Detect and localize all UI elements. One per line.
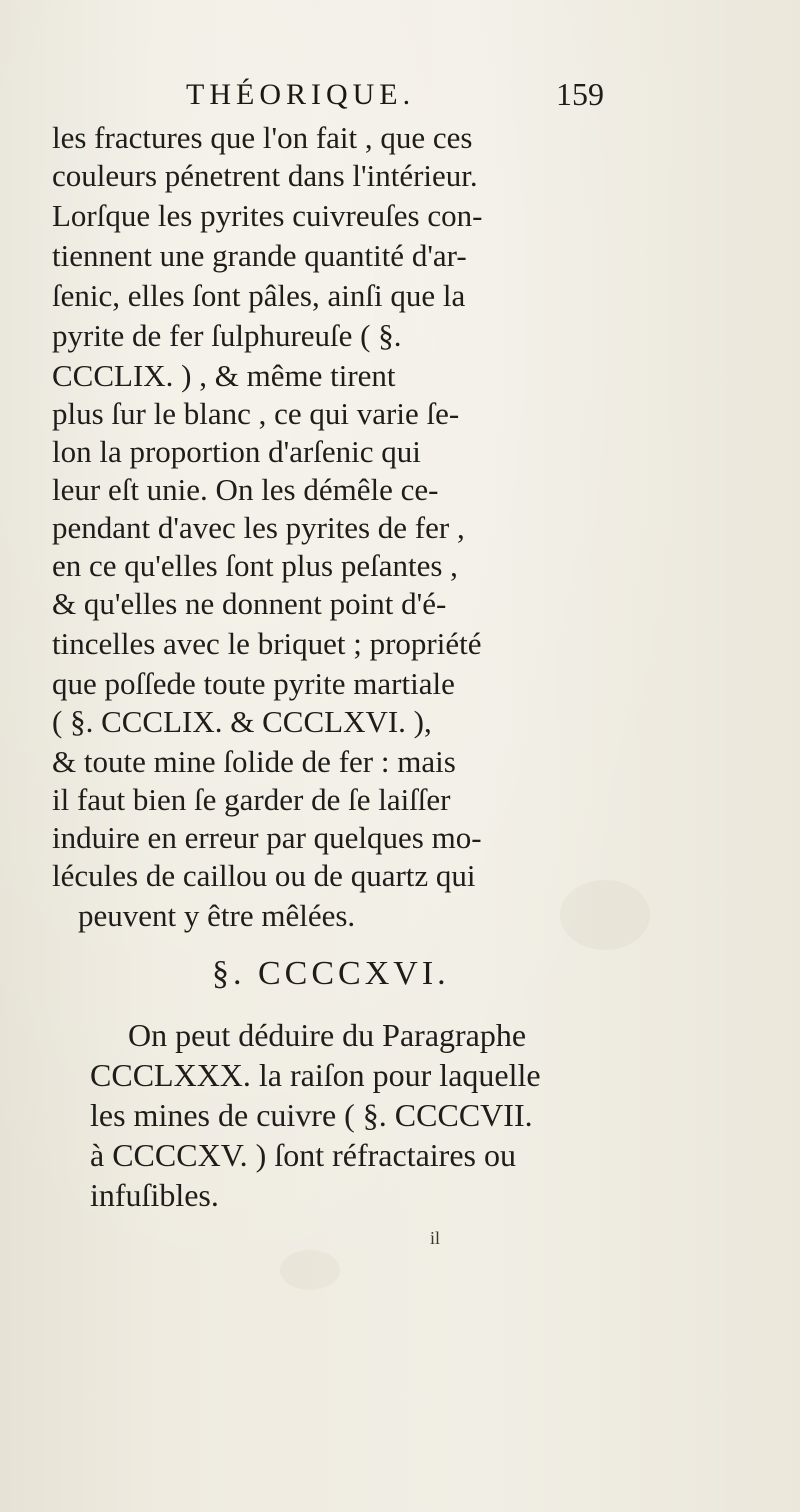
text-line: ( §. CCCLIX. & CCCLXVI. ), xyxy=(52,704,432,739)
text-line: lon la proportion d'arſenic qui xyxy=(52,434,421,469)
text-line: couleurs pénetrent dans l'intérieur. xyxy=(52,158,478,193)
text-line: les fractures que l'on fait , que ces xyxy=(52,120,473,155)
text-line: ſenic, elles ſont pâles, ainſi que la xyxy=(52,278,466,313)
page-number: 159 xyxy=(556,76,604,112)
page-header xyxy=(0,74,800,118)
text-line: lécules de caillou ou de quartz qui xyxy=(52,858,476,893)
text-line: tincelles avec le briquet ; propriété xyxy=(52,626,482,661)
text-line: infuſibles. xyxy=(90,1177,219,1213)
text-line: On peut déduire du Paragraphe xyxy=(128,1017,527,1053)
text-line: en ce qu'elles ſont plus peſantes , xyxy=(52,548,458,583)
text-line: que poſſede toute pyrite martiale xyxy=(52,666,455,701)
text-line: les mines de cuivre ( §. CCCCVII. xyxy=(90,1097,533,1133)
text-line: induire en erreur par quelques mo- xyxy=(52,820,482,855)
text-line: & toute mine ſolide de fer : mais xyxy=(52,744,456,779)
text-line: leur eſt unie. On les démêle ce- xyxy=(52,472,439,507)
text-line: plus ſur le blanc , ce qui varie ſe- xyxy=(52,396,460,431)
text-line: il faut bien ſe garder de ſe laiſſer xyxy=(52,782,451,817)
text-line: CCCLIX. ) , & même tirent xyxy=(52,358,396,393)
text-line: pyrite de fer ſulphureuſe ( §. xyxy=(52,318,402,353)
paper-stain xyxy=(280,1250,340,1290)
running-title: THÉORIQUE. xyxy=(186,78,416,111)
text-line: & qu'elles ne donnent point d'é- xyxy=(52,586,447,621)
text-line: CCCLXXX. la raiſon pour laquelle xyxy=(90,1057,541,1093)
text-line: tiennent une grande quantité d'ar- xyxy=(52,238,467,273)
text-line: pendant d'avec les pyrites de fer , xyxy=(52,510,465,545)
text-line: à CCCCXV. ) ſont réfractaires ou xyxy=(90,1137,516,1173)
text-line: Lorſque les pyrites cuivreuſes con- xyxy=(52,198,483,233)
paper-stain xyxy=(560,880,650,950)
catchword: il xyxy=(430,1228,441,1248)
section-heading: §. CCCCXVI. xyxy=(212,955,450,992)
text-line: peuvent y être mêlées. xyxy=(78,898,356,933)
